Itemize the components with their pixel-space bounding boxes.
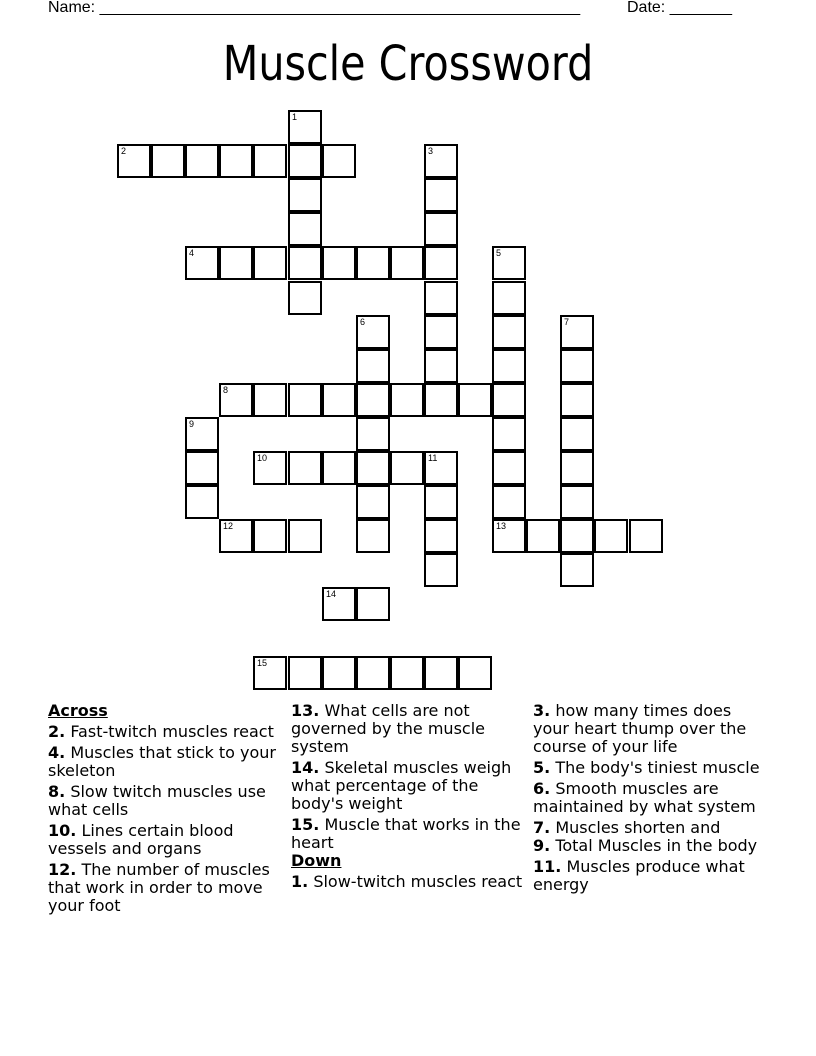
grid-cell[interactable] — [424, 144, 458, 178]
clue-down-3 — [533, 702, 769, 756]
cell-number: 7 — [564, 317, 570, 327]
grid-cell[interactable] — [322, 451, 356, 485]
grid-cell[interactable] — [356, 349, 390, 383]
grid-cell[interactable] — [288, 656, 322, 690]
clues-column-3 — [533, 702, 769, 897]
cell-number: 9 — [189, 419, 195, 429]
grid-cell[interactable] — [424, 553, 458, 587]
cell-number: 3 — [428, 146, 434, 156]
clue-text: Total Muscles in the body — [555, 836, 758, 855]
grid-cell[interactable] — [356, 417, 390, 451]
clue-number: 9. — [533, 836, 551, 855]
clues-column-2 — [291, 702, 523, 894]
grid-cell[interactable] — [253, 383, 287, 417]
grid-cell[interactable] — [356, 587, 390, 621]
clue-across-8 — [48, 783, 280, 819]
grid-cell[interactable] — [560, 383, 594, 417]
grid-cell[interactable] — [424, 178, 458, 212]
grid-cell[interactable] — [253, 451, 287, 485]
clue-text: The body's tiniest muscle — [555, 758, 760, 777]
clue-text: Fast-twitch muscles react — [70, 722, 274, 741]
cell-number: 11 — [428, 453, 438, 463]
grid-cell[interactable] — [594, 519, 628, 553]
cell-number: 1 — [292, 112, 298, 122]
grid-cell[interactable] — [424, 383, 458, 417]
clue-number: 12. — [48, 860, 77, 879]
grid-cell[interactable] — [458, 656, 492, 690]
grid-cell[interactable] — [185, 451, 219, 485]
cell-number: 13 — [496, 521, 507, 531]
clue-number: 7. — [533, 818, 551, 837]
grid-cell[interactable] — [390, 451, 424, 485]
grid-cell[interactable] — [288, 178, 322, 212]
date-field[interactable]: Date: _______ — [627, 0, 732, 16]
clue-text: Lines certain blood vessels and organs — [48, 821, 234, 858]
cell-number: 6 — [360, 317, 366, 327]
grid-cell[interactable] — [322, 383, 356, 417]
across-heading: Across — [48, 701, 108, 720]
clue-text: Skeletal muscles weigh what percentage of the body's weight — [291, 758, 512, 813]
clue-number: 6. — [533, 779, 551, 798]
cell-number: 8 — [223, 385, 229, 395]
grid-cell[interactable] — [185, 417, 219, 451]
clue-number: 4. — [48, 743, 66, 762]
grid-cell[interactable] — [185, 485, 219, 519]
grid-cell[interactable] — [424, 519, 458, 553]
grid-cell[interactable] — [424, 485, 458, 519]
grid-cell[interactable] — [424, 246, 458, 280]
clue-text: The number of muscles that work in order to move your foot — [48, 860, 270, 915]
grid-cell[interactable] — [560, 519, 594, 553]
grid-cell[interactable] — [560, 553, 594, 587]
grid-cell[interactable] — [356, 656, 390, 690]
grid-cell[interactable] — [526, 519, 560, 553]
clue-number: 3. — [533, 701, 551, 720]
clue-text: Smooth muscles are maintained by what system — [533, 779, 756, 816]
grid-cell[interactable] — [288, 110, 322, 144]
grid-cell[interactable] — [253, 246, 287, 280]
cell-number: 4 — [189, 248, 195, 258]
grid-cell[interactable] — [356, 485, 390, 519]
clue-down-6 — [533, 780, 769, 816]
clue-down-7 — [533, 819, 769, 837]
grid-cell[interactable] — [185, 246, 219, 280]
grid-cell[interactable] — [492, 383, 526, 417]
clue-number: 14. — [291, 758, 320, 777]
grid-cell[interactable] — [492, 519, 526, 553]
grid-cell[interactable] — [560, 349, 594, 383]
grid-cell[interactable] — [185, 144, 219, 178]
grid-cell[interactable] — [390, 383, 424, 417]
grid-cell[interactable] — [253, 144, 287, 178]
grid-cell[interactable] — [492, 417, 526, 451]
grid-cell[interactable] — [390, 246, 424, 280]
clue-text: Slow-twitch muscles react — [313, 872, 523, 891]
grid-cell[interactable] — [253, 656, 287, 690]
grid-cell[interactable] — [629, 519, 663, 553]
clue-down-9 — [533, 837, 769, 855]
grid-cell[interactable] — [492, 315, 526, 349]
clue-across-12 — [48, 861, 280, 915]
grid-cell[interactable] — [322, 144, 356, 178]
clue-text: Muscles that stick to your skeleton — [48, 743, 277, 780]
grid-cell[interactable] — [424, 451, 458, 485]
clue-across-2 — [48, 723, 280, 741]
grid-cell[interactable] — [288, 212, 322, 246]
grid-cell[interactable] — [288, 281, 322, 315]
page-title: Muscle Crossword — [222, 36, 594, 92]
grid-cell[interactable] — [322, 246, 356, 280]
grid-cell[interactable] — [492, 451, 526, 485]
clue-across-14 — [291, 759, 523, 813]
grid-cell[interactable] — [288, 246, 322, 280]
grid-cell[interactable] — [356, 315, 390, 349]
clue-down-5 — [533, 759, 769, 777]
grid-cell[interactable] — [356, 246, 390, 280]
clue-text: how many times does your heart thump over the course of your life — [533, 701, 747, 756]
grid-cell[interactable] — [492, 349, 526, 383]
grid-cell[interactable] — [322, 656, 356, 690]
grid-cell[interactable] — [288, 451, 322, 485]
grid-cell[interactable] — [560, 485, 594, 519]
grid-cell[interactable] — [356, 451, 390, 485]
grid-cell[interactable] — [424, 349, 458, 383]
grid-cell[interactable] — [492, 485, 526, 519]
grid-cell[interactable] — [458, 383, 492, 417]
name-field[interactable]: Name: ______________________________________________________ — [48, 0, 581, 16]
clue-number: 8. — [48, 782, 66, 801]
clue-text: Slow twitch muscles use what cells — [48, 782, 266, 819]
clues-column-1 — [48, 702, 280, 918]
clue-text: Muscles produce what energy — [533, 857, 745, 894]
grid-cell[interactable] — [424, 656, 458, 690]
grid-cell[interactable] — [560, 315, 594, 349]
clue-number: 2. — [48, 722, 66, 741]
clue-down-1 — [291, 873, 523, 891]
grid-cell[interactable] — [151, 144, 185, 178]
clue-text: Muscles shorten and — [555, 818, 721, 837]
grid-cell[interactable] — [560, 451, 594, 485]
grid-cell[interactable] — [424, 315, 458, 349]
grid-cell[interactable] — [492, 246, 526, 280]
clue-number: 15. — [291, 815, 320, 834]
grid-cell[interactable] — [288, 383, 322, 417]
clue-number: 5. — [533, 758, 551, 777]
cell-number: 14 — [326, 589, 337, 599]
clue-across-10 — [48, 822, 280, 858]
clue-number: 1. — [291, 872, 309, 891]
grid-cell[interactable] — [288, 144, 322, 178]
grid-cell[interactable] — [390, 656, 424, 690]
grid-cell[interactable] — [219, 246, 253, 280]
grid-cell[interactable] — [219, 519, 253, 553]
grid-cell[interactable] — [322, 587, 356, 621]
grid-cell[interactable] — [424, 212, 458, 246]
clue-text: What cells are not governed by the muscle system — [291, 701, 485, 756]
clue-number: 11. — [533, 857, 562, 876]
clue-number: 10. — [48, 821, 77, 840]
cell-number: 5 — [496, 248, 502, 258]
grid-cell[interactable] — [492, 281, 526, 315]
grid-cell[interactable] — [356, 519, 390, 553]
grid-cell[interactable] — [253, 519, 287, 553]
grid-cell[interactable] — [560, 417, 594, 451]
grid-cell[interactable] — [424, 281, 458, 315]
clue-number: 13. — [291, 701, 320, 720]
cell-number: 15 — [257, 658, 268, 668]
grid-cell[interactable] — [356, 383, 390, 417]
cell-number: 10 — [257, 453, 268, 463]
clue-across-15 — [291, 816, 523, 852]
clue-down-11 — [533, 858, 769, 894]
grid-cell[interactable] — [219, 144, 253, 178]
grid-cell[interactable] — [288, 519, 322, 553]
cell-number: 2 — [121, 146, 127, 156]
down-heading: Down — [291, 851, 342, 870]
clue-text: Muscle that works in the heart — [291, 815, 521, 852]
clue-across-4 — [48, 744, 280, 780]
cell-number: 12 — [223, 521, 234, 531]
clue-across-13 — [291, 702, 523, 756]
grid-cell[interactable] — [117, 144, 151, 178]
grid-cell[interactable] — [219, 383, 253, 417]
